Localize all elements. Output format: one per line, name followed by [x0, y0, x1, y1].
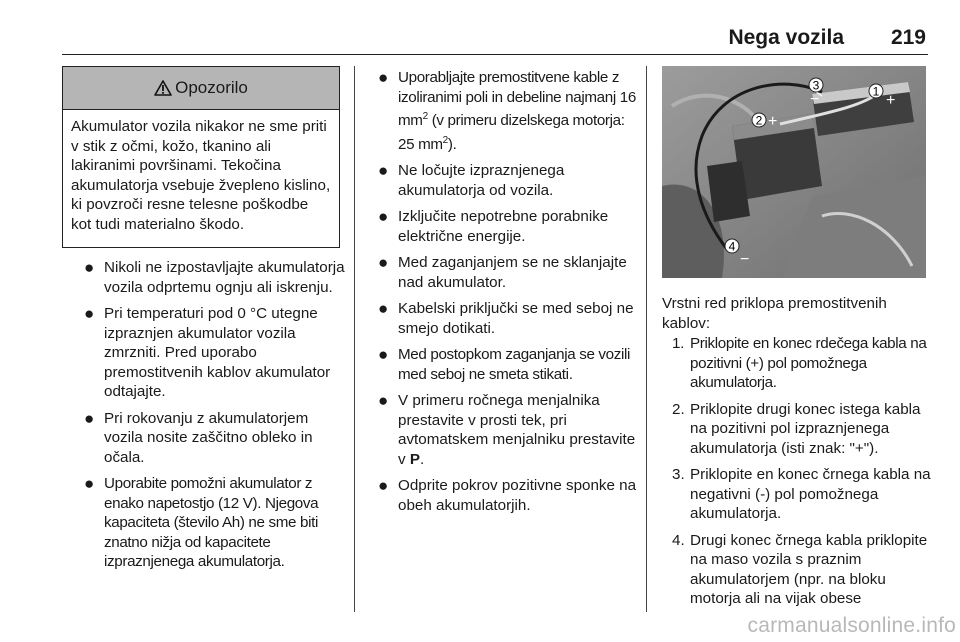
watermark: carmanualsonline.info: [747, 614, 956, 637]
bullet-icon: ●: [378, 299, 389, 319]
list-item: ● Ne ločujte izpraznjenega akumulatorja od vozila.: [378, 161, 565, 199]
svg-text:2: 2: [755, 113, 763, 128]
list-item: 3. Priklopite en konec črnega kabla na negativni (-) pol pomožnega akumulatorja.: [672, 466, 931, 522]
battery-jumpstart-illustration: [662, 66, 926, 278]
svg-text:4: 4: [728, 239, 736, 254]
column-divider-right: [646, 66, 647, 612]
bullet-icon: ●: [378, 253, 389, 273]
connection-steps-list: [662, 334, 932, 616]
bullet-icon: ●: [378, 161, 389, 181]
list-item: ● Izključite nepotrebne porabnike električne energije.: [378, 207, 609, 245]
column1-bullet-list: [84, 258, 346, 579]
steps-caption: Vrstni red priklopa premostitvenih kablov:: [662, 295, 887, 332]
bullet-icon: ●: [378, 207, 389, 227]
bullet-icon: ●: [378, 345, 388, 365]
page-title: Nega vozila: [728, 26, 844, 49]
illustration-svg: [662, 66, 926, 278]
list-item: ● Kabelski priključki se med seboj ne smejo dotikati.: [378, 299, 634, 337]
list-item: ● Pri rokovanju z akumulatorjem vozila nosite zaščitno obleko in očala.: [84, 408, 313, 466]
warning-triangle-icon: [154, 80, 172, 96]
bullet-icon: ●: [84, 304, 95, 323]
list-item: ● Uporabljajte premostitvene kable z izoliranimi poli in debeline najmanj 16 $mm^2$ (v primeru dizelskega motorja: 25 $mm^2$).: [378, 68, 636, 153]
column2-bullet-list: [378, 68, 640, 522]
bullet-icon: ●: [378, 476, 389, 496]
svg-text:−: −: [740, 251, 750, 268]
svg-text:1: 1: [872, 84, 880, 99]
column-divider-left: [354, 66, 355, 612]
warning-text: Akumulator vozila nikakor ne sme priti v stik z očmi, kožo, tkanino ali lakiranimi površinami. Tekočina akumulatorja vsebuje žvepleno kislino, ki povzroči resne telesne poškodbe kot tudi materialno škodo.: [71, 118, 331, 233]
warning-title: Opozorilo: [175, 78, 248, 97]
list-item: ● Med postopkom zaganjanja se vozili med seboj ne smeta stikati.: [378, 345, 631, 383]
bullet-icon: ●: [84, 408, 95, 428]
list-item: ● Med zaganjanjem se ne sklanjajte nad akumulator.: [378, 253, 627, 291]
list-item: 4. Drugi konec črnega kabla priklopite na maso vozila s praznim akumulatorjem (npr. na bloku motorja ali na vijak obese: [672, 531, 928, 607]
warning-box: [62, 66, 340, 248]
list-item: ● Nikoli ne izpostavljajte akumulatorja vozila odprtemu ognju ali iskrenju.: [84, 258, 345, 296]
warning-header: [63, 67, 339, 110]
bullet-icon: ●: [378, 68, 388, 87]
list-item: ● Odprite pokrov pozitivne sponke na obeh akumulatorjih.: [378, 476, 637, 514]
svg-text:−: −: [810, 91, 820, 108]
svg-text:+: +: [886, 92, 896, 109]
page-header: [62, 0, 928, 55]
list-item: 2. Priklopite drugi konec istega kabla na pozitivni pol izpraznjenega akumulatorja (isti znak: "+").: [672, 400, 921, 457]
bullet-icon: ●: [84, 474, 94, 493]
list-item: ● Uporabite pomožni akumulator z enako napetostjo (12 V). Njegova kapaciteta (število Ah) ne sme biti znatno nižja od kapacitete izpraznjenega akumulatorja.: [84, 474, 319, 570]
page-number: 219: [890, 26, 926, 49]
list-item: 1. Priklopite en konec rdečega kabla na pozitivni (+) pol pomožnega akumulatorja.: [672, 335, 927, 391]
bullet-icon: ●: [84, 258, 95, 277]
list-item: ● V primeru ročnega menjalnika prestavite v prosti tek, pri avtomatskem menjalniku prestavite v P.: [378, 391, 636, 468]
bullet-icon: ●: [378, 391, 389, 411]
list-item: ● Pri temperaturi pod 0 °C utegne izpraznjen akumulator vozila zmrzniti. Pred uporabo premostitvenih kablov akumulator odtajajte.: [84, 304, 331, 400]
svg-text:3: 3: [812, 78, 820, 93]
svg-text:+: +: [768, 113, 778, 130]
